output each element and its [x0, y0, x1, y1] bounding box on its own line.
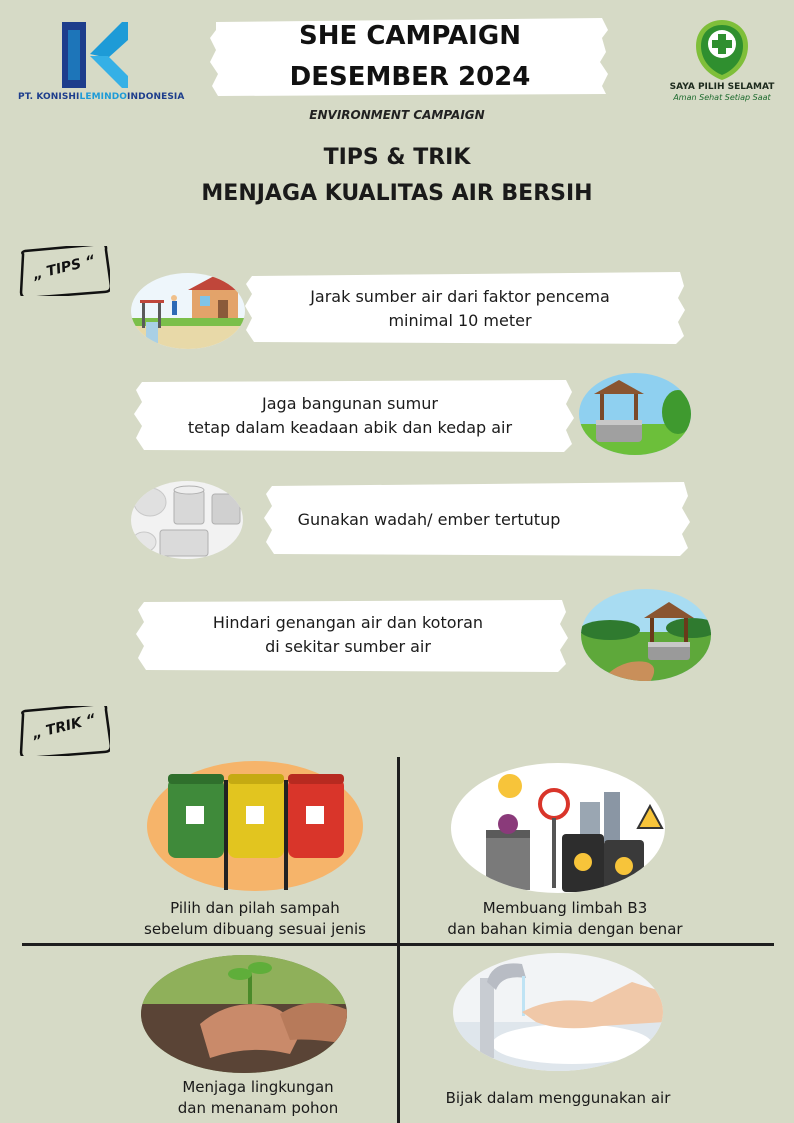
trik1-text: Pilih dan pilah sampah sebelum dibuang sesuai jenis [144, 899, 366, 938]
safety-tagline: Aman Sehat Setiap Saat [673, 93, 771, 102]
company-name: PT. KONISHILEMINDOINDONESIA [18, 92, 185, 102]
trash-bins-icon [146, 760, 364, 892]
well-icon [578, 372, 692, 456]
campaign-subtitle: ENVIRONMENT CAMPAIGN [309, 108, 485, 122]
safety-caption: SAYA PILIH SELAMAT [669, 82, 775, 92]
campaign-title: SHE CAMPAIGN DESEMBER 2024 [289, 21, 531, 92]
trik-horizontal-divider [22, 943, 774, 946]
trik4-text: Bijak dalam menggunakan air [445, 1089, 671, 1107]
tip2-text: Jaga bangunan sumur tetap dalam keadaan abik dan kedap air [187, 394, 513, 437]
company-logo-icon [60, 20, 130, 90]
house-well-icon [130, 272, 246, 350]
hazardous-waste-icon [450, 762, 666, 894]
tips-label: „ TIPS “ [31, 252, 97, 284]
tip4-text: Hindari genangan air dan kotoran di sekitar sumber air [212, 613, 484, 656]
faucet-hands-icon [452, 952, 664, 1072]
trik-vertical-divider [397, 757, 400, 1123]
headline-line2: MENJAGA KUALITAS AIR BERSIH [201, 181, 593, 206]
tip3-text: Gunakan wadah/ ember tertutup [297, 510, 561, 529]
planting-tree-icon [140, 954, 348, 1074]
wooden-well-icon [580, 588, 712, 682]
buckets-icon [130, 480, 244, 560]
trik3-text: Menjaga lingkungan dan menanam pohon [177, 1078, 339, 1117]
trik-label: „ TRIK “ [30, 711, 98, 743]
tip1-text: Jarak sumber air dari faktor pencema minimal 10 meter [310, 287, 610, 330]
safety-shield-icon [692, 18, 752, 82]
trik2-text: Membuang limbah B3 dan bahan kimia dengan benar [447, 899, 683, 938]
headline-line1: TIPS & TRIK [323, 145, 471, 170]
